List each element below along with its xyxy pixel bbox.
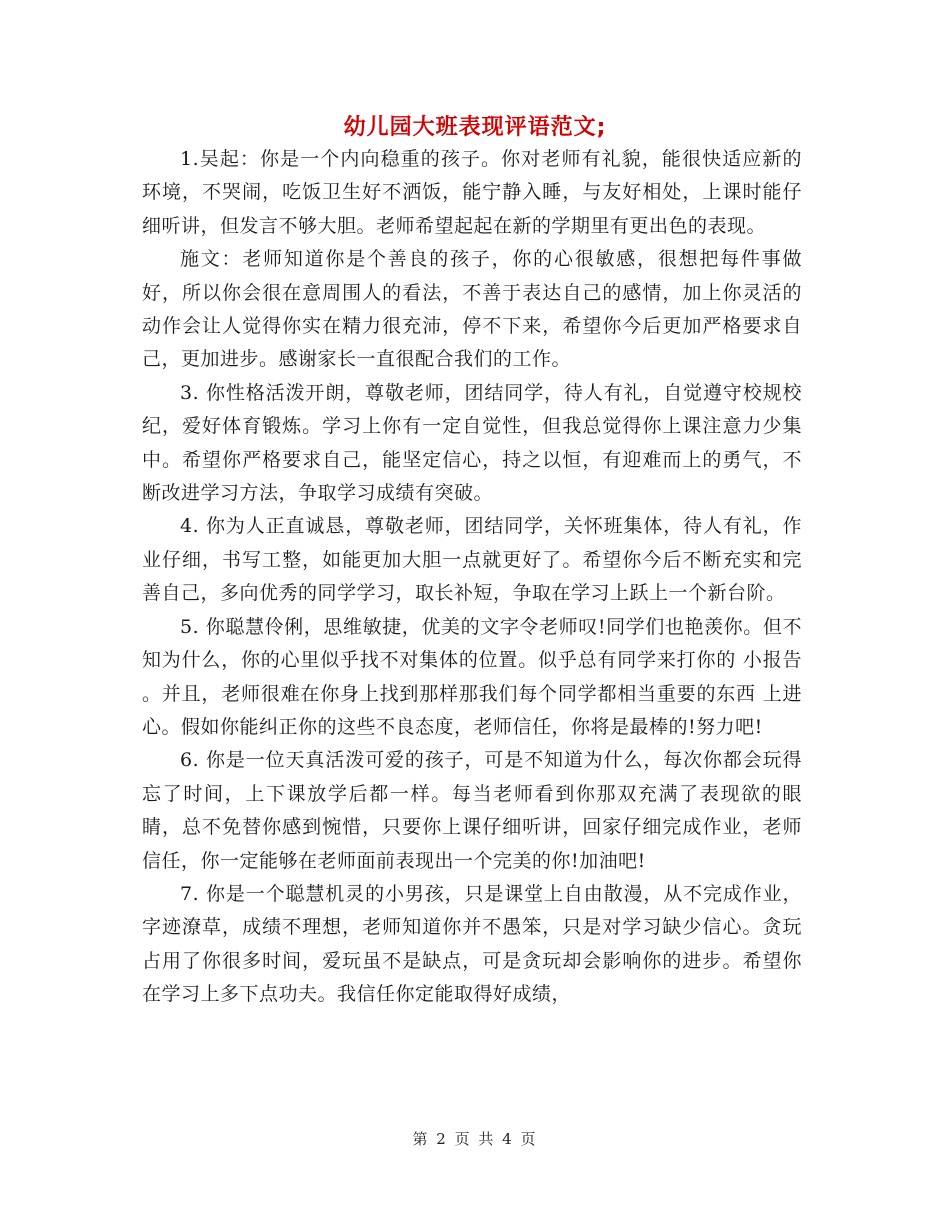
- paragraph-4: 4. 你为人正直诚恳，尊敬老师，团结同学，关怀班集体，待人有礼，作业仔细，书写工整，如能更加大胆一点就更好了。希望你今后不断充实和完善自己，多向优秀的同学学习，取长补短，争取在学习上跃上一个新台阶。: [142, 515, 802, 605]
- paragraph-2: 施文：老师知道你是个善良的孩子，你的心很敏感，很想把每件事做好，所以你会很在意周围人的看法，不善于表达自己的感情，加上你灵活的动作会让人觉得你实在精力很充沛，停不下来，希望你今后更加严格要求自己，更加进步。感谢家长一直很配合我们的工作。: [142, 248, 802, 371]
- paragraph-7: 7. 你是一个聪慧机灵的小男孩，只是课堂上自由散漫，从不完成作业，字迹潦草，成绩不理想，老师知道你并不愚笨，只是对学习缺少信心。贪玩占用了你很多时间，爱玩虽不是缺点，可是贪玩却会影响你的进步。希望你在学习上多下点功夫。我信任你定能取得好成绩，: [142, 882, 802, 1006]
- document-body: [142, 143, 802, 1012]
- paragraph-6: 6. 你是一位天真活泼可爱的孩子，可是不知道为什么，每次你都会玩得忘了时间，上下课放学后都一样。每当老师看到你那双充满了表现欲的眼睛，总不免替你感到惋惜，只要你上课仔细听讲，回家仔细完成作业，老师信任，你一定能够在老师面前表现出一个完美的你!加油吧!: [142, 749, 802, 872]
- document-title: 幼儿园大班表现评语范文;: [343, 115, 607, 140]
- paragraph-3: 3. 你性格活泼开朗，尊敬老师，团结同学，待人有礼，自觉遵守校规校纪，爱好体育锻炼。学习上你有一定自觉性，但我总觉得你上课注意力少集中。希望你严格要求自己，能坚定信心，持之以恒，有迎难而上的勇气，不断改进学习方法，争取学习成绩有突破。: [142, 381, 802, 505]
- page-footer: 第 2 页 共 4 页: [412, 1130, 538, 1148]
- paragraph-5: 5. 你聪慧伶俐，思维敏捷，优美的文字令老师叹!同学们也艳羡你。但不知为什么，你的心里似乎找不对集体的位置。似乎总有同学来打你的 小报告 。并且，老师很难在你身上找到那样那我们每个同学都相当重要的东西 上进心。假如你能纠正你的这些不良态度，老师信任，你将是最棒的!努力吧!: [142, 615, 802, 738]
- paragraph-1: 1.吴起：你是一个内向稳重的孩子。你对老师有礼貌，能很快适应新的环境，不哭闹，吃饭卫生好不洒饭，能宁静入睡，与友好相处，上课时能仔细听讲，但发言不够大胆。老师希望起起在新的学期里有更出色的表现。: [142, 148, 802, 237]
